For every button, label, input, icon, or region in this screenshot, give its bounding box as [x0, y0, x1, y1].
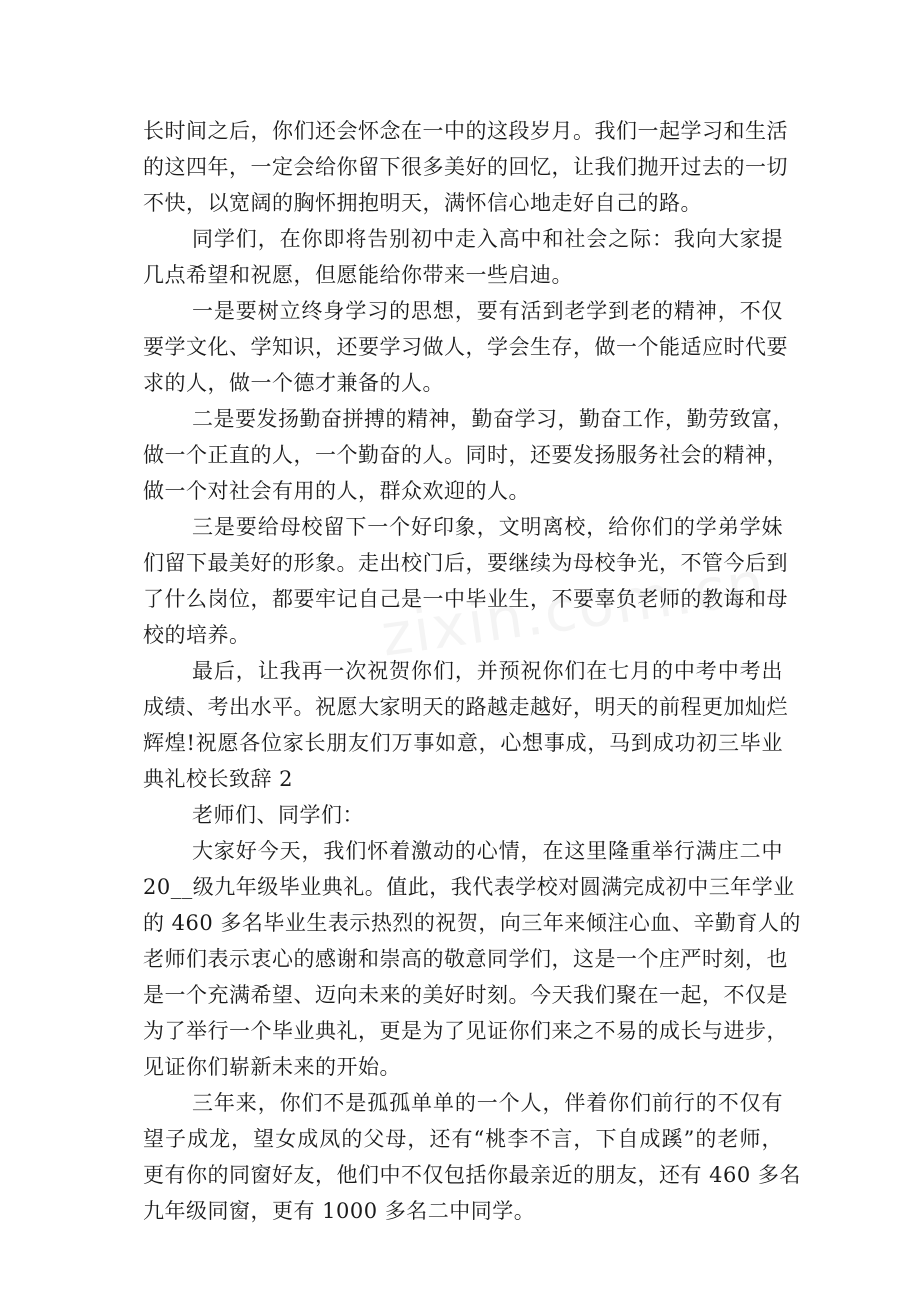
- text-line: 老师们表示衷心的感谢和崇高的敬意同学们，这是一个庄严时刻，也: [143, 947, 788, 971]
- text-line: 大家好今天，我们怀着激动的心情，在这里隆重举行满庄二中: [192, 839, 783, 863]
- text-line: 20__级九年级毕业典礼。值此，我代表学校对圆满完成初中三年学业: [143, 875, 795, 899]
- text-line: 辉煌!祝愿各位家长朋友们万事如意，心想事成，马到成功初三毕业: [143, 731, 783, 755]
- text-line: 一是要树立终身学习的思想，要有活到老学到老的精神，不仅: [192, 299, 783, 323]
- text-line: 典礼校长致辞 2: [143, 767, 294, 791]
- text-line: 三是要给母校留下一个好印象，文明离校，给你们的学弟学妹: [192, 515, 783, 539]
- text-line: 的这四年，一定会给你留下很多美好的回忆，让我们抛开过去的一切: [143, 155, 788, 179]
- text-line: 三年来，你们不是孤孤单单的一个人，伴着你们前行的不仅有: [192, 1091, 783, 1115]
- text-line: 要学文化、学知识，还要学习做人，学会生存，做一个能适应时代要: [143, 335, 788, 359]
- text-line: 求的人，做一个德才兼备的人。: [143, 371, 444, 395]
- text-line: 成绩、考出水平。祝愿大家明天的路越走越好，明天的前程更加灿烂: [143, 695, 788, 719]
- text-line: 见证你们崭新未来的开始。: [143, 1055, 401, 1079]
- text-line: 老师们、同学们：: [192, 803, 364, 827]
- text-line: 二是要发扬勤奋拼搏的精神，勤奋学习，勤奋工作，勤劳致富，: [192, 407, 794, 431]
- text-line: 望子成龙，望女成凤的父母，还有“桃李不言，下自成蹊”的老师，: [143, 1127, 783, 1151]
- text-line: 更有你的同窗好友，他们中不仅包括你最亲近的朋友，还有 460 多名: [143, 1163, 801, 1187]
- text-line: 做一个对社会有用的人，群众欢迎的人。: [143, 479, 530, 503]
- text-line: 九年级同窗，更有 1000 多名二中同学。: [143, 1199, 536, 1223]
- text-line: 不快，以宽阔的胸怀拥抱明天，满怀信心地走好自己的路。: [143, 191, 702, 215]
- text-line: 几点希望和祝愿，但愿能给你带来一些启迪。: [143, 263, 573, 287]
- text-line: 校的培养。: [143, 623, 251, 647]
- text-line: 了什么岗位，都要牢记自己是一中毕业生，不要辜负老师的教诲和母: [143, 587, 788, 611]
- text-line: 同学们，在你即将告别初中走入高中和社会之际：我向大家提: [192, 227, 783, 251]
- text-line: 的 460 多名毕业生表示热烈的祝贺，向三年来倾注心血、辛勤育人的: [143, 911, 801, 935]
- text-line: 最后，让我再一次祝贺你们，并预祝你们在七月的中考中考出: [192, 659, 783, 683]
- text-line: 们留下最美好的形象。走出校门后，要继续为母校争光，不管今后到: [143, 551, 788, 575]
- text-line: 长时间之后，你们还会怀念在一中的这段岁月。我们一起学习和生活: [143, 119, 788, 143]
- text-line: 做一个正直的人，一个勤奋的人。同时，还要发扬服务社会的精神，: [143, 443, 788, 467]
- text-line: 是一个充满希望、迈向未来的美好时刻。今天我们聚在一起，不仅是: [143, 983, 788, 1007]
- text-line: 为了举行一个毕业典礼，更是为了见证你们来之不易的成长与进步，: [143, 1019, 788, 1043]
